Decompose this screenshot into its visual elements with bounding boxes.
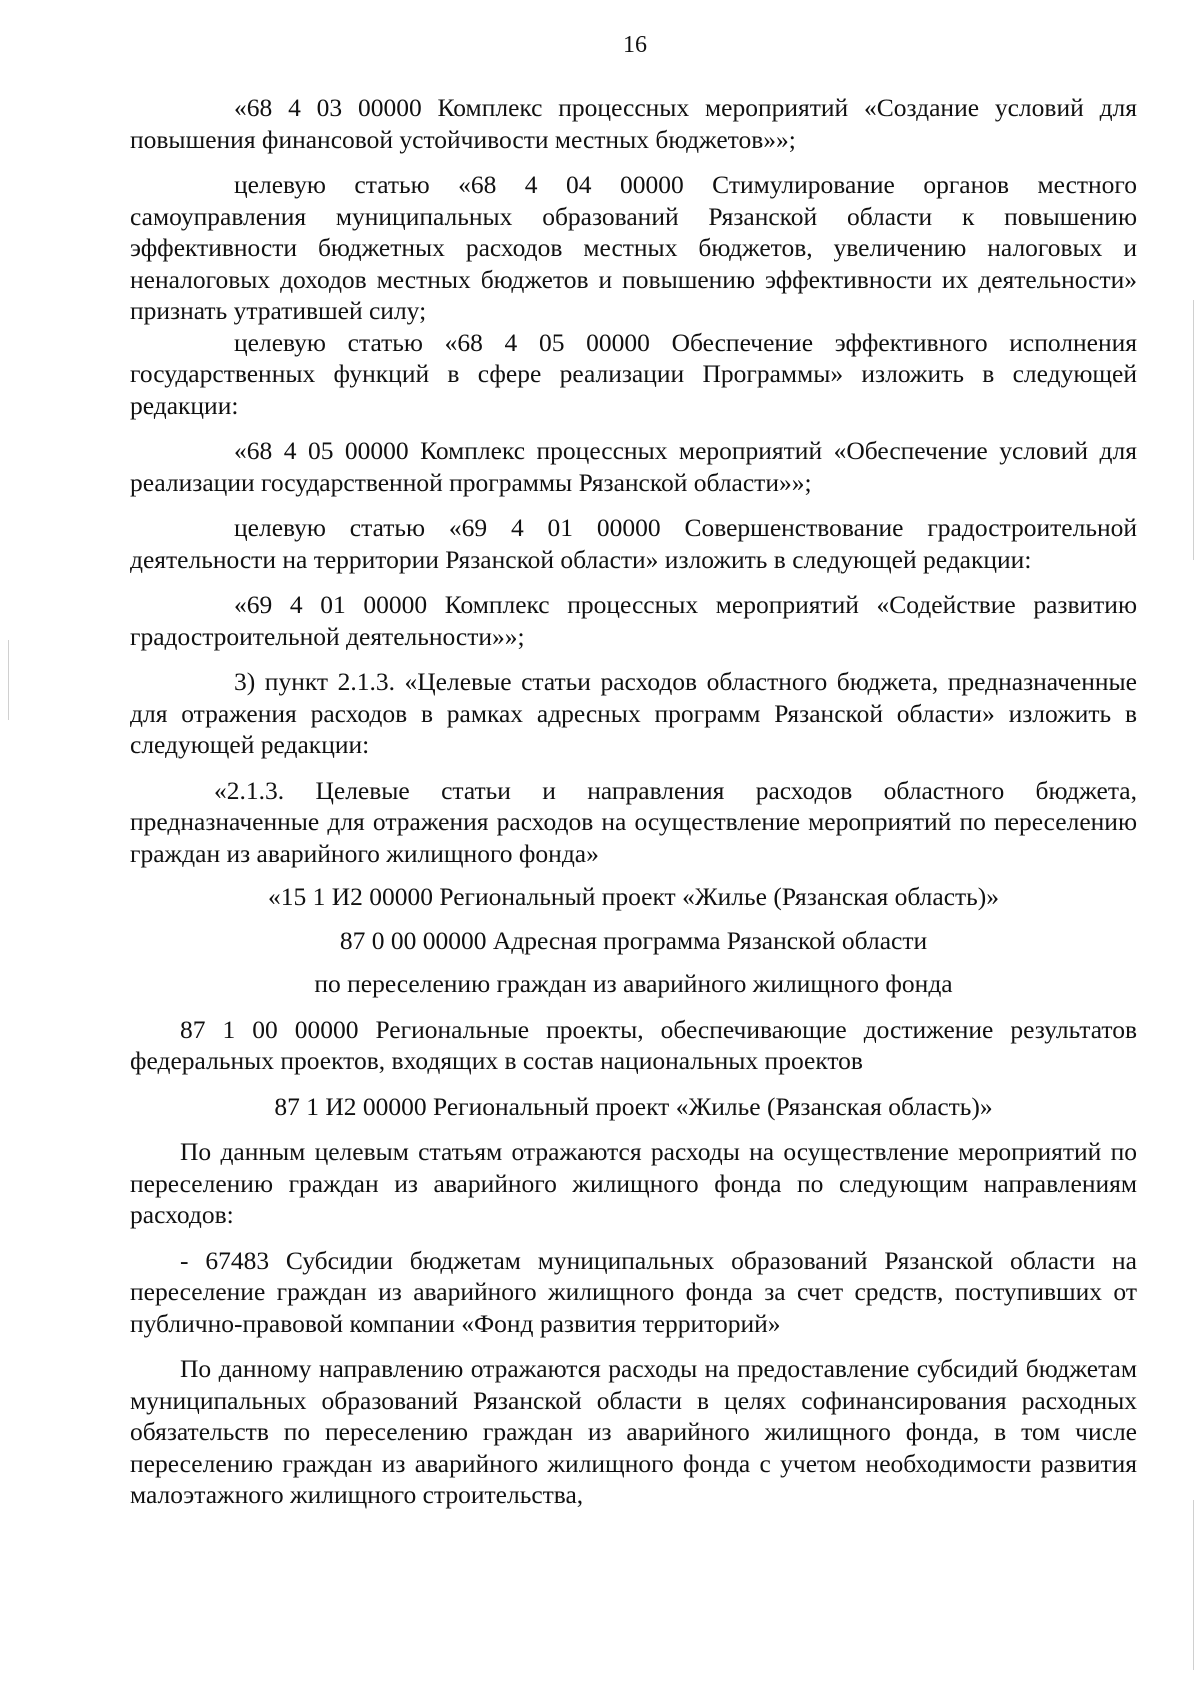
document-body bbox=[130, 92, 1137, 1511]
target-article-heading: 87 0 00 00000 Адресная программа Рязанской области bbox=[339, 925, 928, 955]
paragraph: «2.1.3. Целевые статьи и направления расходов областного бюджета, предназначенные для отражения расходов на осуществление мероприятий по переселению граждан из аварийного жилищного фонда» bbox=[130, 775, 1137, 868]
target-article-heading: 87 1 И2 00000 Региональный проект «Жилье (Рязанская область)» bbox=[274, 1091, 993, 1121]
paragraph: «68 4 05 00000 Комплекс процессных мероприятий «Обеспечение условий для реализации государственной программы Рязанской области»»; bbox=[130, 436, 1137, 497]
paragraph: целевую статью «68 4 05 00000 Обеспечение эффективного исполнения государственных функций в сфере реализации Программы» изложить в следующей редакции: bbox=[130, 327, 1137, 420]
target-article-heading: по переселению граждан из аварийного жилищного фонда bbox=[314, 969, 953, 998]
paragraph: целевую статью «69 4 01 00000 Совершенствование градостроительной деятельности на территории Рязанской области» изложить в следующей редакции: bbox=[130, 513, 1137, 574]
page-number: 16 bbox=[623, 32, 647, 58]
paragraph: По данным целевым статьям отражаются расходы на осуществление мероприятий по переселению граждан из аварийного жилищного фонда по следующим направлениям расходов: bbox=[130, 1137, 1137, 1229]
paragraph: 3) пункт 2.1.3. «Целевые статьи расходов областного бюджета, предназначенные для отражения расходов в рамках адресных программ Рязанской области» изложить в следующей редакции: bbox=[130, 667, 1137, 759]
paragraph: 87 1 00 00000 Региональные проекты, обеспечивающие достижение результатов федеральных проектов, входящих в состав национальных проектов bbox=[130, 1014, 1137, 1075]
paragraph: «69 4 01 00000 Комплекс процессных мероприятий «Содействие развитию градостроительной деятельности»»; bbox=[130, 590, 1137, 651]
paragraph: «68 4 03 00000 Комплекс процессных мероприятий «Создание условий для повышения финансовой устойчивости местных бюджетов»»; bbox=[130, 93, 1137, 154]
target-articles-block bbox=[130, 881, 1137, 1000]
target-article-heading: «15 1 И2 00000 Региональный проект «Жилье (Рязанская область)» bbox=[267, 882, 1000, 911]
paragraph: целевую статью «68 4 04 00000 Стимулирование органов местного самоуправления муниципальных образований Рязанской области к повышению эффективности бюджетных расходов местных бюджетов, увеличению налоговых и неналоговых доходов местных бюджетов и повышению эффективности их деятельности» признать утратившей силу; bbox=[130, 170, 1137, 325]
paragraph: По данному направлению отражаются расходы на предоставление субсидий бюджетам муниципальных образований Рязанской области в целях софинансирования расходных обязательств по переселению граждан из аварийного жилищного фонда, в том числе переселению граждан из аварийного жилищного фонда с учетом необходимости развития малоэтажного жилищного строительства, bbox=[130, 1354, 1137, 1509]
scan-edge-mark bbox=[1193, 1500, 1194, 1670]
paragraph: - 67483 Субсидии бюджетам муниципальных образований Рязанской области на переселение граждан из аварийного жилищного фонда за счет средств, поступивших от публично-правовой компании «Фонд развития территорий» bbox=[130, 1245, 1137, 1338]
scan-edge-mark bbox=[8, 640, 9, 720]
scan-edge-mark bbox=[1193, 300, 1194, 560]
